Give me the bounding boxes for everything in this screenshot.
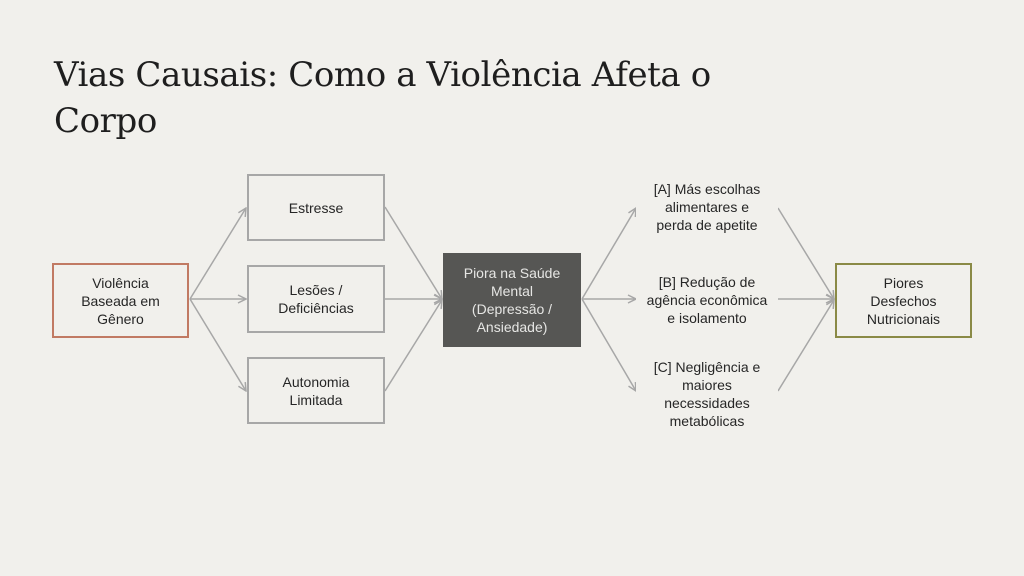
node-limited-autonomy (247, 357, 385, 424)
pathway-b: [B] Redução de agência econômica e isolamento (636, 273, 778, 327)
pathway-a: [A] Más escolhas alimentares e perda de apetite (636, 180, 778, 234)
node-label: Violência Baseada em Gênero (81, 274, 160, 327)
node-stress (247, 174, 385, 241)
arrow-stress-to-mental (385, 207, 442, 299)
arrow-mental-to-a (582, 208, 636, 299)
node-worse-mental-health (443, 253, 581, 347)
page-title: Vias Causais: Como a Violência Afeta o Corpo (54, 55, 711, 141)
arrow-autonomy-to-mental (385, 300, 442, 391)
arrow-start-to-autonomy (190, 299, 246, 391)
node-label: Piores Desfechos Nutricionais (866, 274, 941, 327)
node-gender-based-violence (52, 263, 189, 338)
node-label: Estresse (288, 199, 344, 216)
node-label: Piora na Saúde Mental (Depressão / Ansiedade) (463, 265, 561, 335)
node-label: Lesões / Deficiências (278, 282, 354, 316)
arrow-c-to-outcome (778, 300, 834, 391)
node-worse-nutritional-outcomes (835, 263, 972, 338)
node-label: Autonomia Limitada (282, 373, 350, 408)
arrow-start-to-stress (190, 208, 246, 299)
arrow-a-to-outcome (778, 208, 834, 299)
pathway-c: [C] Negligência e maiores necessidades metabólicas (636, 358, 778, 430)
arrow-mental-to-c (582, 299, 636, 391)
node-injuries (247, 265, 385, 333)
